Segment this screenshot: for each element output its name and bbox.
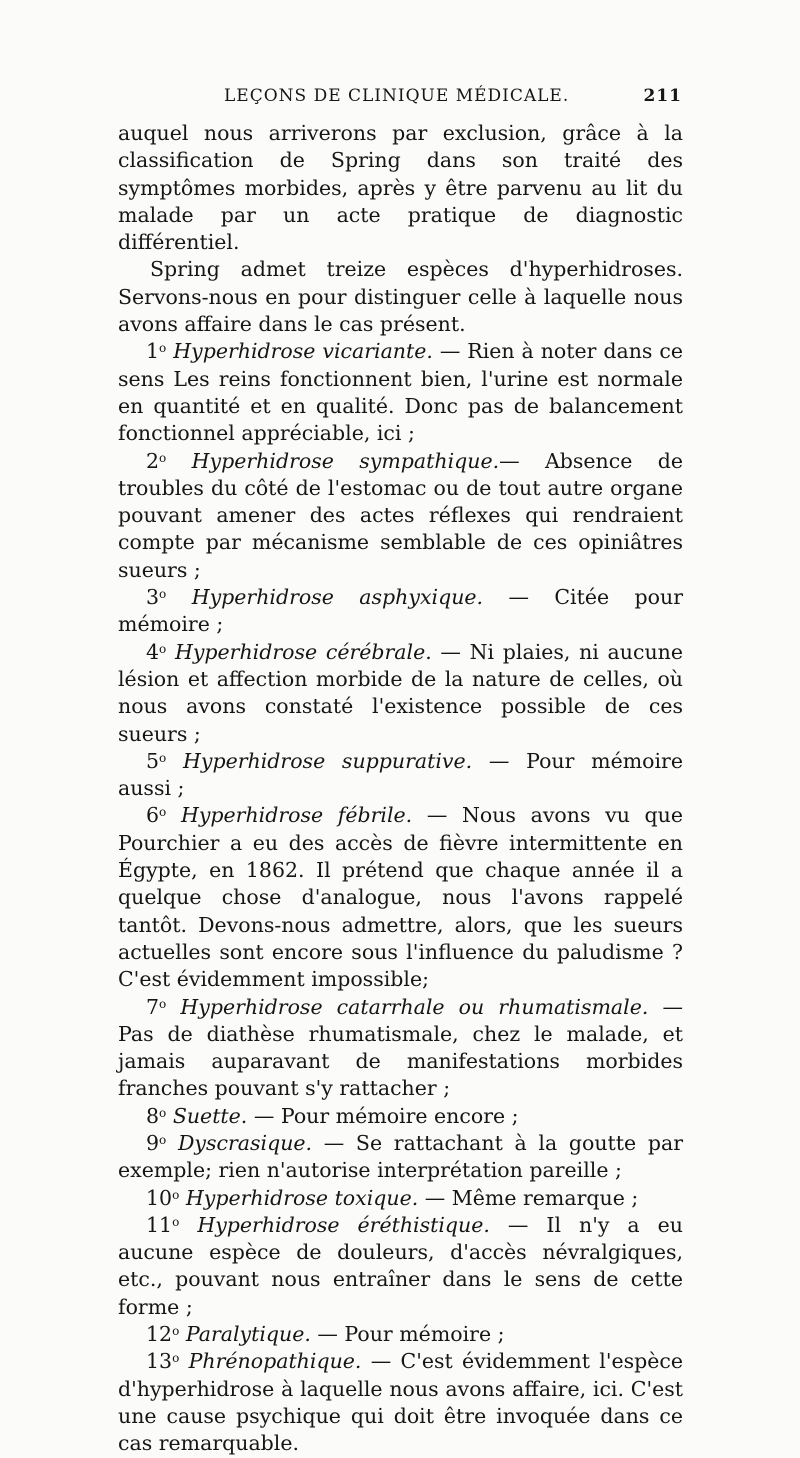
list-item [118,802,683,993]
item-number: 11 [146,1212,173,1237]
item-degree: o [172,1187,180,1202]
list-item [118,338,683,447]
list-item [118,639,683,748]
item-title: Hyperhidrose éréthistique. [197,1212,490,1237]
list-item [118,1212,683,1321]
list-item [118,584,683,639]
item-text: — Pour mémoire ; [310,1322,505,1347]
running-title: LEÇONS DE CLINIQUE MÉDICALE. [224,86,570,106]
item-text: — Pour mémoire aussi ; [118,748,683,801]
item-text: — Il n'y a eu aucune espèce de douleurs, d'accès névralgiques, etc., pouvant nous entraîner dans le sens de cette forme ; [118,1212,683,1319]
item-title: Suette. [172,1103,248,1128]
item-number: 10 [146,1185,173,1210]
item-text: — Citée pour mémoire ; [118,585,683,637]
item-text: — Ni plaies, ni aucune lésion et affection morbide de la nature de celles, où nous avons constaté l'existence possible de ces sueurs ; [118,639,683,746]
item-text: — Se rattachant à la goutte par exemple; rien n'autorise interprétation pareille ; [118,1130,683,1183]
item-degree: o [172,1214,180,1229]
paragraph-intro: auquel nous arriverons par exclusion, grâce à la classification de Spring dans son traité des symptômes morbides, après y être parvenu au lit du malade par un acte pratique de diagnostic différentiel. [118,121,683,255]
item-degree: o [159,1132,167,1147]
item-title: Hyperhidrose catarrhale ou rhumatismale. [180,994,649,1019]
list-item [118,448,683,584]
list-item [118,1321,683,1348]
item-title: Hyperhidrose vicariante. [173,339,433,364]
paragraph-spring: Spring admet treize espèces d'hyperhidroses. Servons-nous en pour distinguer celle à laquelle nous avons affaire dans le cas présent. [118,257,683,337]
item-text: — Absence de troubles du côté de l'estomac ou de tout autre organe pouvant amener des actes réflexes qui rendraient compte par mécanisme semblable de ces opiniâtres sueurs ; [118,448,683,582]
item-number: 7 [146,994,160,1019]
item-number: 6 [146,803,160,828]
item-text: — Pas de diathèse rhumatismale, chez le malade, et jamais auparavant de manifestations morbides franches pouvant s'y rattacher ; [118,994,683,1101]
item-degree: o [159,587,167,602]
item-title: Phrénopathique. [188,1349,362,1374]
item-number: 5 [146,748,160,773]
item-number: 1 [146,339,160,364]
item-number: 8 [146,1103,160,1128]
item-text: — Rien à noter dans ce sens Les reins fonctionnent bien, l'urine est normale en quantité et en qualité. Donc pas de balancement fonctionnel appréciable, ici ; [118,339,683,446]
item-number: 9 [146,1130,160,1155]
item-number: 4 [146,639,160,664]
list-item [118,1103,683,1130]
item-degree: o [159,996,167,1011]
item-title: Hyperhidrose asphyxique. [191,585,484,610]
item-degree: o [172,1324,180,1339]
list-item [118,1185,683,1212]
item-title: Dyscrasique. [177,1130,313,1155]
item-degree: o [159,341,167,356]
list-item [118,1348,683,1457]
item-degree: o [159,641,167,656]
item-text: — Même remarque ; [418,1185,639,1210]
item-title: Hyperhidrose sympathique. [191,448,500,473]
item-degree: o [159,450,167,465]
list-item [118,1130,683,1185]
item-degree: o [172,1351,180,1366]
item-title: Hyperhidrose toxique. [185,1185,419,1210]
list-item [118,748,683,803]
page-body [118,120,683,1458]
item-number: 12 [146,1322,173,1347]
item-text: — Pour mémoire encore ; [247,1103,519,1128]
item-text: — C'est évidemment l'espèce d'hyperhidrose à laquelle nous avons affaire, ici. C'est une cause psychique qui doit être invoquée dans ce cas remarquable. [118,1349,683,1456]
item-title: Hyperhidrose fébrile. [180,803,413,828]
page-number: 211 [643,86,682,106]
item-text: — Nous avons vu que Pourchier a eu des accès de fièvre intermittente en Égypte, en 1862. Il prétend que chaque année il a quelque chose d'analogue, nous l'avons rappelé tantôt. Devons-nous admettre, alors, que les sueurs actuelles sont encore sous l'influence du paludisme ? C'est évidemment impossible; [118,803,683,992]
item-degree: o [159,750,167,765]
item-number: 2 [146,448,160,473]
item-degree: o [159,805,167,820]
item-degree: o [159,1105,167,1120]
item-title: Paralytique. [185,1322,311,1347]
item-title: Hyperhidrose suppurative. [183,748,473,773]
list-item [118,994,683,1103]
item-title: Hyperhidrose cérébrale. [174,639,432,664]
item-number: 3 [146,585,160,610]
item-number: 13 [146,1349,173,1374]
